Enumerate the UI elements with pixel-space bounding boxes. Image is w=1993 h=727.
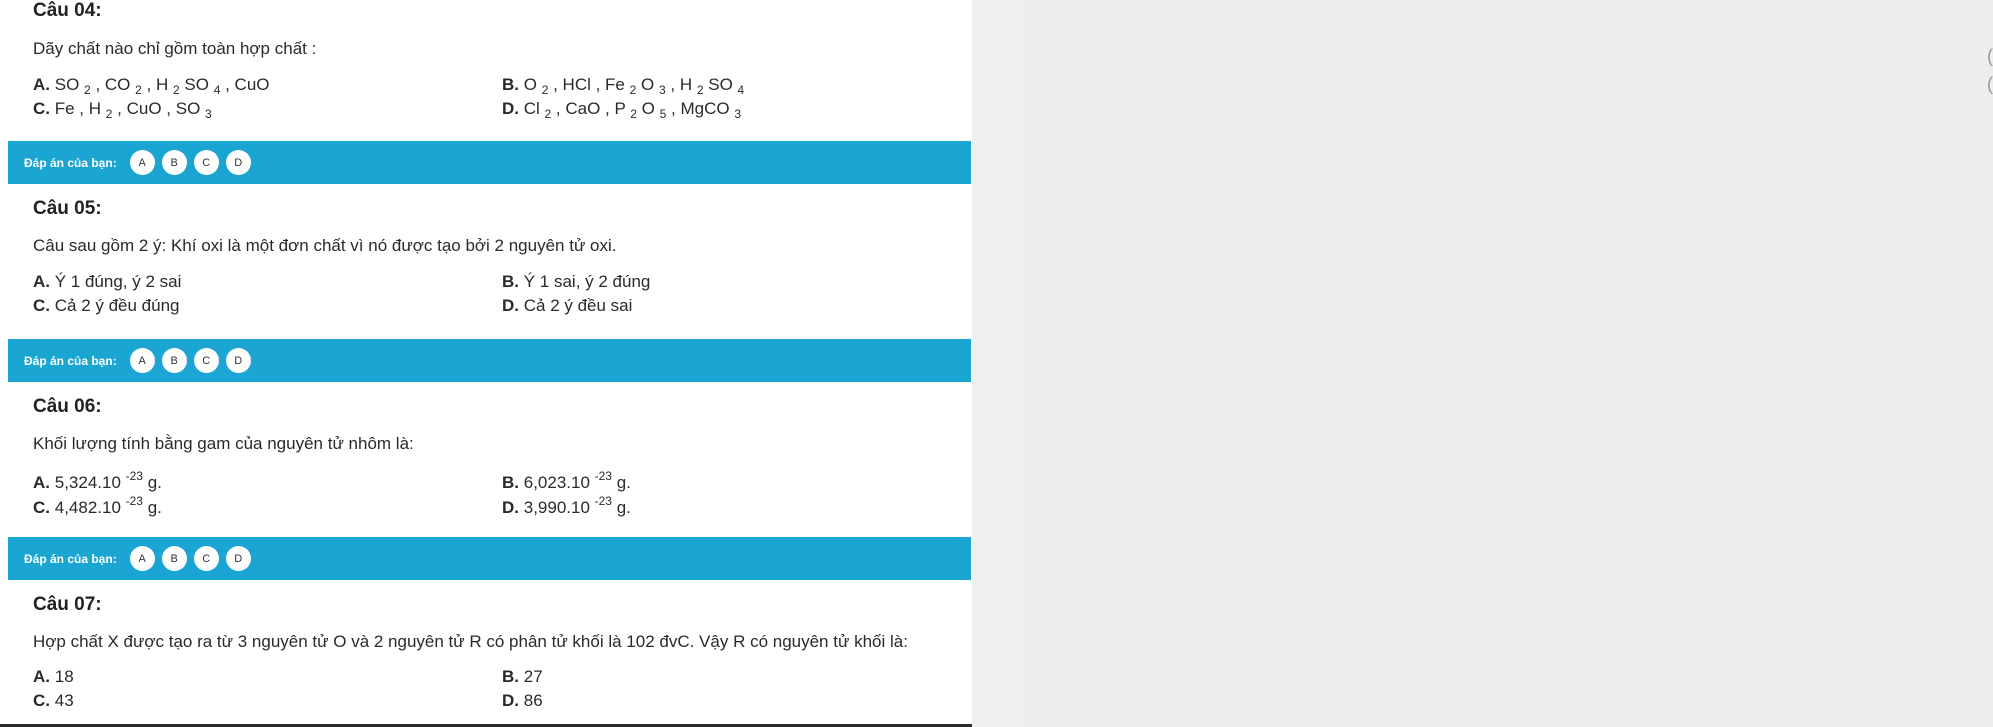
answer-choice-d[interactable]: D: [226, 546, 251, 571]
question-text: Câu sau gồm 2 ý: Khí oxi là một đơn chất vì nó được tạo bởi 2 nguyên tử oxi.: [33, 236, 617, 255]
option-letter: D.: [502, 498, 519, 517]
option-letter: D.: [502, 296, 519, 315]
question-title: Câu 07:: [33, 594, 102, 615]
answer-choice-a[interactable]: A: [130, 150, 155, 175]
option-letter: C.: [33, 296, 50, 315]
question-title: Câu 06:: [33, 396, 102, 417]
option-letter: A.: [33, 473, 50, 492]
answer-label: Đáp án của bạn:: [24, 353, 117, 368]
answer-bar: [8, 537, 971, 580]
answer-label: Đáp án của bạn:: [24, 551, 117, 566]
option-b: B. O $_2$ , HCl , Fe $_2$ O $_3$ , H $_2$ SO $_4$: [502, 75, 745, 97]
answer-choice-d[interactable]: D: [226, 348, 251, 373]
option-d: D. Cả 2 ý đều sai: [502, 296, 633, 315]
option-b: B. Ý 1 sai, ý 2 đúng: [502, 272, 651, 291]
option-d: D. 3,990.10 $^{-23}$ g.: [502, 494, 631, 517]
right-gutter: [972, 0, 1993, 727]
question-title: Câu 04:: [33, 0, 102, 21]
option-letter: B.: [502, 473, 519, 492]
answer-choice-b[interactable]: B: [162, 150, 187, 175]
question-text: Khối lượng tính bằng gam của nguyên tử nhôm là:: [33, 434, 414, 453]
option-letter: A.: [33, 272, 50, 291]
option-d: D. Cl $_2$ , CaO , P $_2$ O $_5$ , MgCO $_3$: [502, 99, 742, 121]
answer-choice-b[interactable]: B: [162, 348, 187, 373]
option-c: C. Fe , H $_2$ , CuO , SO $_3$: [33, 99, 212, 121]
option-letter: B.: [502, 667, 519, 686]
option-letter: B.: [502, 75, 519, 94]
option-letter: A.: [33, 667, 50, 686]
answer-choice-c[interactable]: C: [194, 546, 219, 571]
option-c: C. Cả 2 ý đều đúng: [33, 296, 180, 315]
answer-bar: [8, 339, 971, 382]
option-letter: D.: [502, 691, 519, 710]
question-title: Câu 05:: [33, 198, 102, 219]
option-c: C. 4,482.10 $^{-23}$ g.: [33, 494, 162, 517]
option-c: C. 43: [33, 691, 74, 710]
answer-choice-c[interactable]: C: [194, 150, 219, 175]
answer-choice-c[interactable]: C: [194, 348, 219, 373]
answer-choice-d[interactable]: D: [226, 150, 251, 175]
question-text: Hợp chất X được tạo ra từ 3 nguyên tử O và 2 nguyên tử R có phân tử khối là 102 đvC. Vậy R có nguyên tử khối là:: [33, 632, 908, 651]
option-letter: C.: [33, 691, 50, 710]
answer-choice-b[interactable]: B: [162, 546, 187, 571]
option-b: B. 6,023.10 $^{-23}$ g.: [502, 469, 631, 492]
answer-choice-a[interactable]: A: [130, 348, 155, 373]
option-a: A. Ý 1 đúng, ý 2 sai: [33, 272, 182, 291]
option-letter: C.: [33, 99, 50, 118]
question-text: Dãy chất nào chỉ gồm toàn hợp chất :: [33, 39, 317, 58]
option-d: D. 86: [502, 691, 543, 710]
option-letter: A.: [33, 75, 50, 94]
quiz-content: [0, 0, 972, 727]
option-b: B. 27: [502, 667, 543, 686]
option-a: A. 18: [33, 667, 74, 686]
side-mark: (: [1987, 74, 1993, 94]
option-a: A. SO $_2$ , CO $_2$ , H $_2$ SO $_4$ , CuO: [33, 75, 270, 97]
answer-choice-a[interactable]: A: [130, 546, 155, 571]
option-letter: D.: [502, 99, 519, 118]
answer-label: Đáp án của bạn:: [24, 155, 117, 170]
option-a: A. 5,324.10 $^{-23}$ g.: [33, 469, 162, 492]
option-letter: B.: [502, 272, 519, 291]
answer-bar: [8, 141, 971, 184]
side-mark: (: [1987, 46, 1993, 66]
option-letter: C.: [33, 498, 50, 517]
